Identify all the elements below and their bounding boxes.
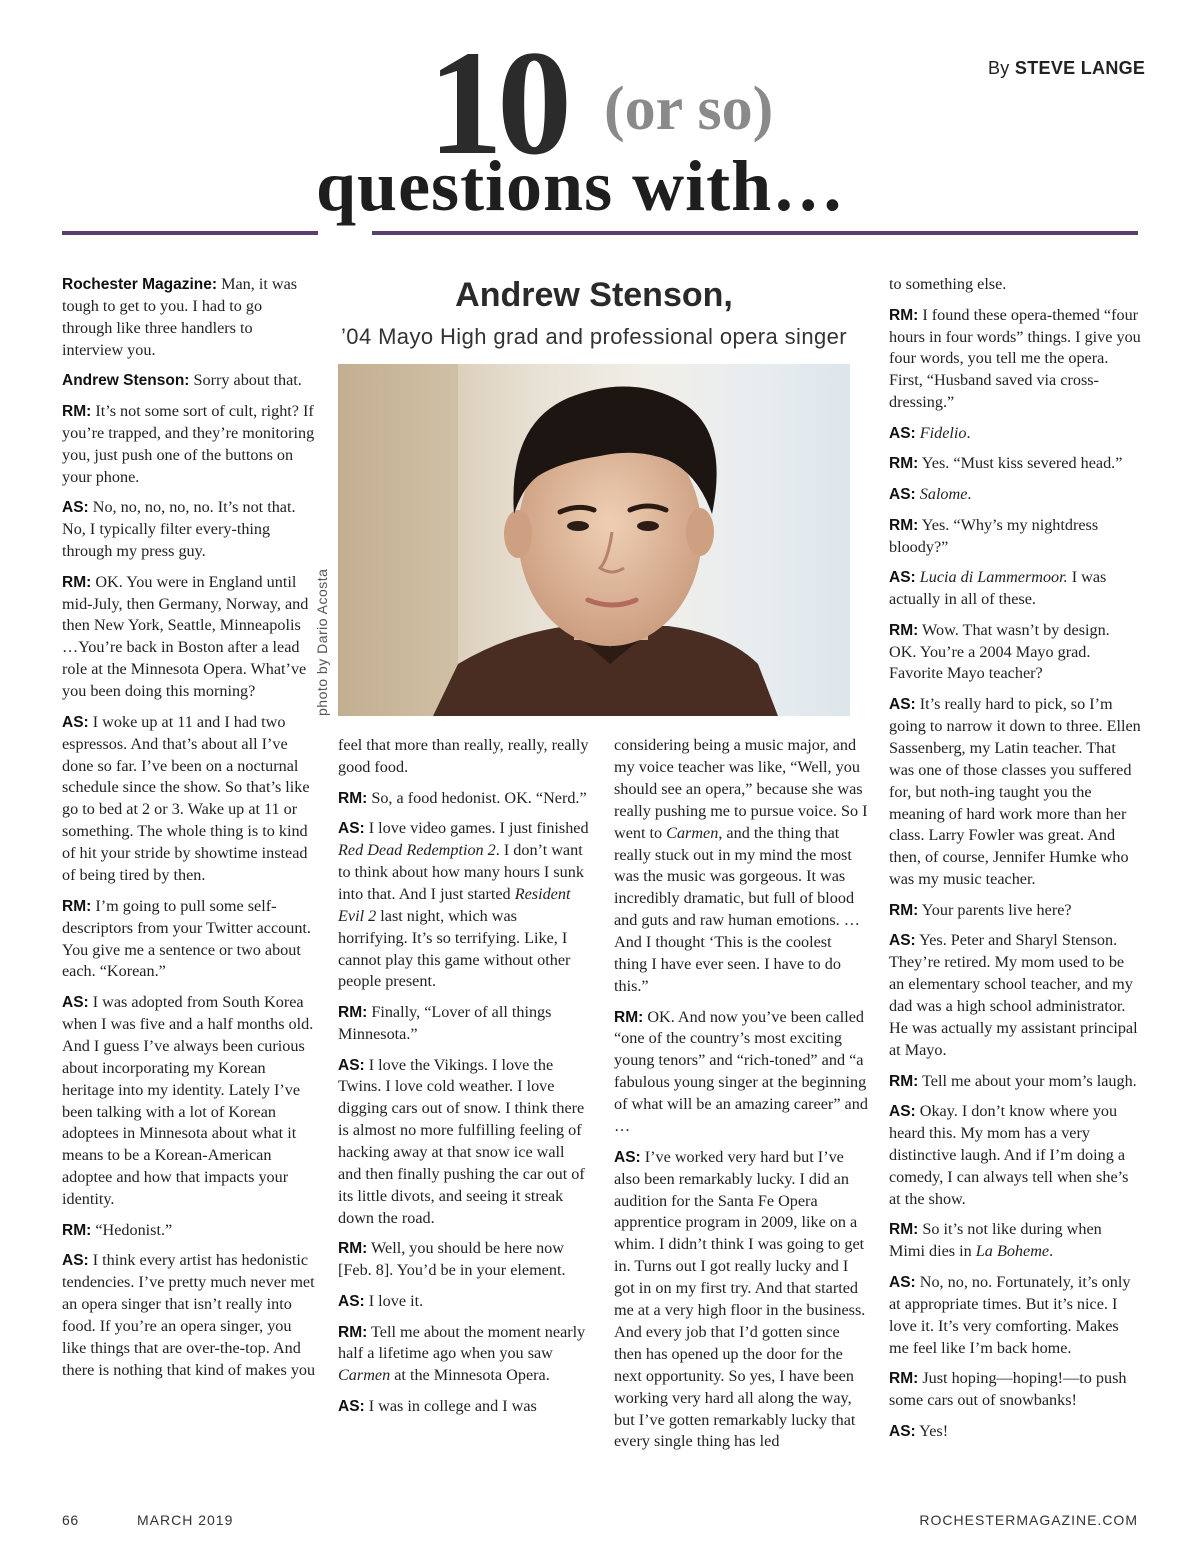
- interview-paragraph: [614, 1147, 868, 1454]
- speaker-label: RM:: [889, 516, 919, 534]
- interview-paragraph: [62, 401, 316, 489]
- italic-title: Red Dead Redemption 2: [338, 841, 496, 859]
- speaker-label: RM:: [614, 1008, 644, 1026]
- paragraph-text: Yes. “Why’s my nightdress bloody?”: [889, 515, 1099, 556]
- italic-title: Carmen: [338, 1366, 391, 1385]
- interview-paragraph: [62, 992, 316, 1211]
- paragraph-text: considering being a music major, and my voice teacher was like, “Well, you should see an opera,” because she was really pushing me to pursue voice. So I went to: [614, 736, 868, 842]
- paragraph-text: I love it.: [368, 1291, 424, 1310]
- paragraph-text: It’s not some sort of cult, right? If you’re trapped, and they’re monitoring you, just push one of the buttons on your phone.: [62, 401, 315, 486]
- interview-paragraph: [338, 1055, 590, 1230]
- interview-paragraph: [889, 1421, 1141, 1443]
- speaker-label: RM:: [62, 402, 92, 420]
- interview-paragraph: [889, 567, 1141, 611]
- speaker-label: RM:: [338, 1004, 368, 1022]
- speaker-label: Rochester Magazine:: [62, 276, 218, 293]
- speaker-label: AS:: [62, 1252, 89, 1270]
- paragraph-text: at the Minnesota Opera.: [390, 1366, 550, 1385]
- paragraph-text: , and the thing that really stuck out in my mind the most was the music was gorgeous. It was incredibly dramatic, but full of blood and guts and raw human emotions. … And I thought ‘This is the coolest thing I have ever seen. I have to do this.”: [614, 823, 860, 995]
- interview-paragraph: [338, 1238, 590, 1282]
- speaker-label: RM:: [889, 306, 919, 324]
- interview-paragraph: [614, 735, 868, 998]
- title-parenthetical: (or so): [604, 75, 774, 143]
- interview-column-1: [62, 274, 316, 1390]
- paragraph-text: .: [967, 485, 972, 503]
- speaker-label: RM:: [889, 455, 919, 473]
- interview-paragraph: [614, 1007, 868, 1138]
- speaker-label: RM:: [62, 573, 92, 591]
- speaker-label: AS:: [889, 696, 916, 713]
- paragraph-text: Sorry about that.: [193, 371, 302, 390]
- interview-paragraph: [889, 423, 1141, 445]
- interview-paragraph: [62, 896, 316, 984]
- paragraph-text: No, no, no. Fortunately, it’s only at appropriate times. But it’s nice. I love it. It’s very comforting. Makes me feel like I’m back home.: [889, 1272, 1131, 1357]
- italic-title: Resident Evil 2: [338, 884, 571, 925]
- portrait-photo: [338, 364, 850, 716]
- title-number: 10: [428, 20, 566, 186]
- interview-paragraph: [889, 1219, 1141, 1263]
- interview-paragraph: [889, 694, 1141, 891]
- paragraph-text: Your parents live here?: [921, 900, 1072, 919]
- website-url: ROCHESTERMAGAZINE.COM: [919, 1512, 1138, 1528]
- speaker-label: AS:: [62, 994, 89, 1011]
- speaker-label: AS:: [889, 569, 916, 587]
- paragraph-text: No, no, no, no, no. It’s not that. No, I typically filter every-thing through my press guy.: [62, 498, 296, 561]
- paragraph-text: Well, you should be here now [Feb. 8]. You’d be in your element.: [338, 1239, 566, 1280]
- interview-paragraph: [889, 484, 1141, 506]
- paragraph-text: .: [966, 423, 971, 442]
- interview-paragraph: [338, 1291, 590, 1313]
- paragraph-text: I love video games. I just finished: [368, 819, 589, 838]
- interview-paragraph: [62, 497, 316, 563]
- issue-date: MARCH 2019: [137, 1512, 234, 1528]
- italic-title: Salome: [919, 485, 968, 503]
- interview-paragraph: [889, 1368, 1141, 1412]
- speaker-label: AS:: [889, 486, 916, 503]
- interview-column-4: [889, 274, 1141, 1451]
- paragraph-text: So it’s not like during when Mimi dies in: [889, 1220, 1102, 1261]
- paragraph-text: Man, it was tough to get to you. I had to go through like three handlers to interview you.: [62, 275, 298, 359]
- paragraph-text: OK. You were in England until mid-July, then Germany, Norway, and then New York, Seattle, Minneapolis …You’re back in Boston after a lead role at the Minnesota Opera. What’ve you been doing this morning?: [62, 572, 309, 701]
- interview-paragraph: [338, 735, 590, 779]
- italic-title: Carmen: [666, 823, 719, 842]
- speaker-label: RM:: [889, 1072, 919, 1090]
- paragraph-text: Finally, “Lover of all things Minnesota.”: [338, 1003, 552, 1043]
- title-rule-right: [372, 231, 1138, 235]
- interview-paragraph: [338, 1322, 590, 1388]
- paragraph-text: last night, which was horrifying. It’s so terrifying. Like, I cannot play this game without other people present.: [338, 906, 571, 991]
- speaker-label: RM:: [889, 1221, 919, 1239]
- page-number: 66: [62, 1512, 79, 1528]
- paragraph-text: to something else.: [889, 275, 1007, 293]
- speaker-label: RM:: [338, 1323, 368, 1341]
- subject-name: Andrew Stenson,: [455, 276, 733, 314]
- byline: [988, 58, 1145, 79]
- paragraph-text: I was adopted from South Korea when I was five and a half months old. And I guess I’ve always been curious about incorporating my Korean heritage into my identity. Lately I’ve been talking with a lot of Korean adoptees in Minnesota about what it means to be a Korean-American adoptee and how that impacts your identity.: [62, 993, 314, 1209]
- paragraph-text: I love the Vikings. I love the Twins. I love cold weather. I love digging cars out of snow. I think there is almost no more fulfilling feeling of hacking away at that snow ice wall and then finally pushing the car out of its little divots, and seeing it streak down the road.: [338, 1055, 585, 1227]
- title-rule-left: [62, 231, 318, 235]
- speaker-label: Andrew Stenson:: [62, 372, 190, 390]
- interview-paragraph: [889, 453, 1141, 475]
- speaker-label: RM:: [338, 789, 368, 807]
- speaker-label: AS:: [889, 1273, 916, 1291]
- speaker-label: RM:: [62, 897, 92, 915]
- interview-column-2: [338, 735, 590, 1427]
- interview-column-3: [614, 735, 868, 1462]
- speaker-label: AS:: [338, 1397, 365, 1415]
- speaker-label: RM:: [338, 1240, 368, 1258]
- paragraph-text: “Hedonist.”: [95, 1220, 173, 1239]
- interview-paragraph: [62, 1220, 316, 1242]
- italic-title: La Boheme: [975, 1242, 1050, 1261]
- paragraph-text: Okay. I don’t know where you heard this. My mom has a very distinctive laugh. And if I’m doing a comedy, I can always tell when she’s at the show.: [889, 1102, 1129, 1208]
- speaker-label: RM:: [62, 1221, 92, 1239]
- speaker-label: RM:: [889, 1370, 919, 1388]
- subject-description: ’04 Mayo High grad and professional opera singer: [341, 324, 847, 349]
- italic-title: Lucia di Lammermoor.: [919, 568, 1068, 587]
- italic-title: Fidelio: [919, 423, 967, 442]
- paragraph-text: I woke up at 11 and I had two espressos. And that’s about all I’ve done so far. I’ve been on a nocturnal schedule since the show. So that’s like go to bed at 2 or 3. Wake up at 11 or something. The whole thing is to kind of hit your stride by showtime instead of being tired by then.: [62, 712, 310, 885]
- byline-prefix: By: [988, 58, 1010, 78]
- speaker-label: AS:: [338, 820, 365, 838]
- speaker-label: RM:: [889, 621, 919, 639]
- paragraph-text: I was in college and I was: [368, 1396, 537, 1415]
- interview-paragraph: [889, 274, 1141, 296]
- paragraph-text: OK. And now you’ve been called “one of the country’s most exciting young tenors” and “rich-toned” and “a fabulous young singer at the beginning of what will be an amazing career” and …: [614, 1007, 868, 1136]
- interview-paragraph: [889, 515, 1141, 559]
- speaker-label: AS:: [338, 1056, 365, 1074]
- paragraph-text: . I don’t want to think about how many hours I sunk into that. And I just started: [338, 841, 584, 903]
- interview-paragraph: [338, 1396, 590, 1418]
- interview-paragraph: [338, 818, 590, 993]
- interview-paragraph: [62, 1250, 316, 1381]
- interview-paragraph: [889, 1071, 1141, 1093]
- paragraph-text: Yes. “Must kiss severed head.”: [921, 454, 1123, 473]
- interview-paragraph: [889, 930, 1141, 1061]
- interview-paragraph: [889, 900, 1141, 922]
- paragraph-text: So, a food hedonist. OK. “Nerd.”: [371, 788, 587, 807]
- speaker-label: AS:: [889, 424, 916, 442]
- portrait-illustration: [338, 364, 850, 716]
- paragraph-text: I’ve worked very hard but I’ve also been remarkably lucky. I did an audition for the Santa Fe Opera apprentice program in 2009, like on a whim. I didn’t think I was going to get in. Turns out I got really lucky and I got in on my first try. And that started me at a very high floor in the business. And every job that I’d gotten since then has opened up the door for the next opportunity. So yes, I have been working very hard all along the way, but I’ve gotten remarkably lucky that every single thing has led: [614, 1147, 866, 1451]
- interview-paragraph: [889, 1101, 1141, 1211]
- speaker-label: AS:: [889, 1422, 916, 1440]
- interview-paragraph: [338, 788, 590, 810]
- speaker-label: AS:: [338, 1292, 365, 1310]
- speaker-label: AS:: [889, 1103, 916, 1121]
- interview-paragraph: [62, 712, 316, 887]
- paragraph-text: Tell me about your mom’s laugh.: [922, 1071, 1137, 1090]
- interview-paragraph: [889, 620, 1141, 686]
- paragraph-text: Wow. That wasn’t by design. OK. You’re a 2004 Mayo grad. Favorite Mayo teacher?: [889, 620, 1110, 683]
- paragraph-text: I think every artist has hedonistic tendencies. I’ve pretty much never met an opera singer that isn’t really into food. If you’re an opera singer, you like things that are over-the-top. And there is nothing that kind of makes you: [62, 1251, 316, 1379]
- interview-paragraph: [62, 572, 316, 703]
- speaker-label: AS:: [614, 1148, 641, 1166]
- interview-paragraph: [62, 274, 316, 362]
- speaker-label: RM:: [889, 901, 919, 919]
- paragraph-text: .: [1049, 1242, 1054, 1261]
- interview-paragraph: [889, 305, 1141, 415]
- interview-paragraph: [338, 1002, 590, 1046]
- paragraph-text: I was actually in all of these.: [889, 568, 1107, 608]
- interview-paragraph: [62, 370, 316, 392]
- paragraph-text: Just hoping—hoping!—to push some cars out of snowbanks!: [889, 1369, 1127, 1410]
- paragraph-text: It’s really hard to pick, so I’m going to narrow it down to three. Ellen Sassenberg, my Latin teacher. That was one of those classes you suffered for, but noth-ing taught you the meaning of hard work more than her class. Larry Fowler was great. And then, of course, Jennifer Humke who was my music teacher.: [889, 695, 1141, 889]
- paragraph-text: I found these opera-themed “four hours in four words” things. I give you four words, you tell me the opera. First, “Husband saved via cross-dressing.”: [889, 305, 1141, 412]
- byline-author: STEVE LANGE: [1014, 58, 1146, 78]
- paragraph-text: I’m going to pull some self-descriptors from your Twitter account. You give me a sentence or two about each. “Korean.”: [62, 896, 311, 981]
- speaker-label: AS:: [62, 499, 89, 517]
- interview-paragraph: [889, 1272, 1141, 1360]
- speaker-label: AS:: [62, 713, 89, 731]
- speaker-label: AS:: [889, 932, 916, 950]
- paragraph-text: Tell me about the moment nearly half a lifetime ago when you saw: [338, 1322, 586, 1363]
- paragraph-text: Yes!: [919, 1421, 949, 1440]
- title-questions-with: questions with…: [316, 146, 846, 226]
- paragraph-text: feel that more than really, really, really good food.: [338, 736, 589, 776]
- photo-credit: photo by Dario Acosta: [314, 568, 330, 716]
- paragraph-text: Yes. Peter and Sharyl Stenson. They’re retired. My mom used to be an elementary school teacher, and my dad was a high school administrator. He was actually my assistant principal at Mayo.: [889, 931, 1138, 1059]
